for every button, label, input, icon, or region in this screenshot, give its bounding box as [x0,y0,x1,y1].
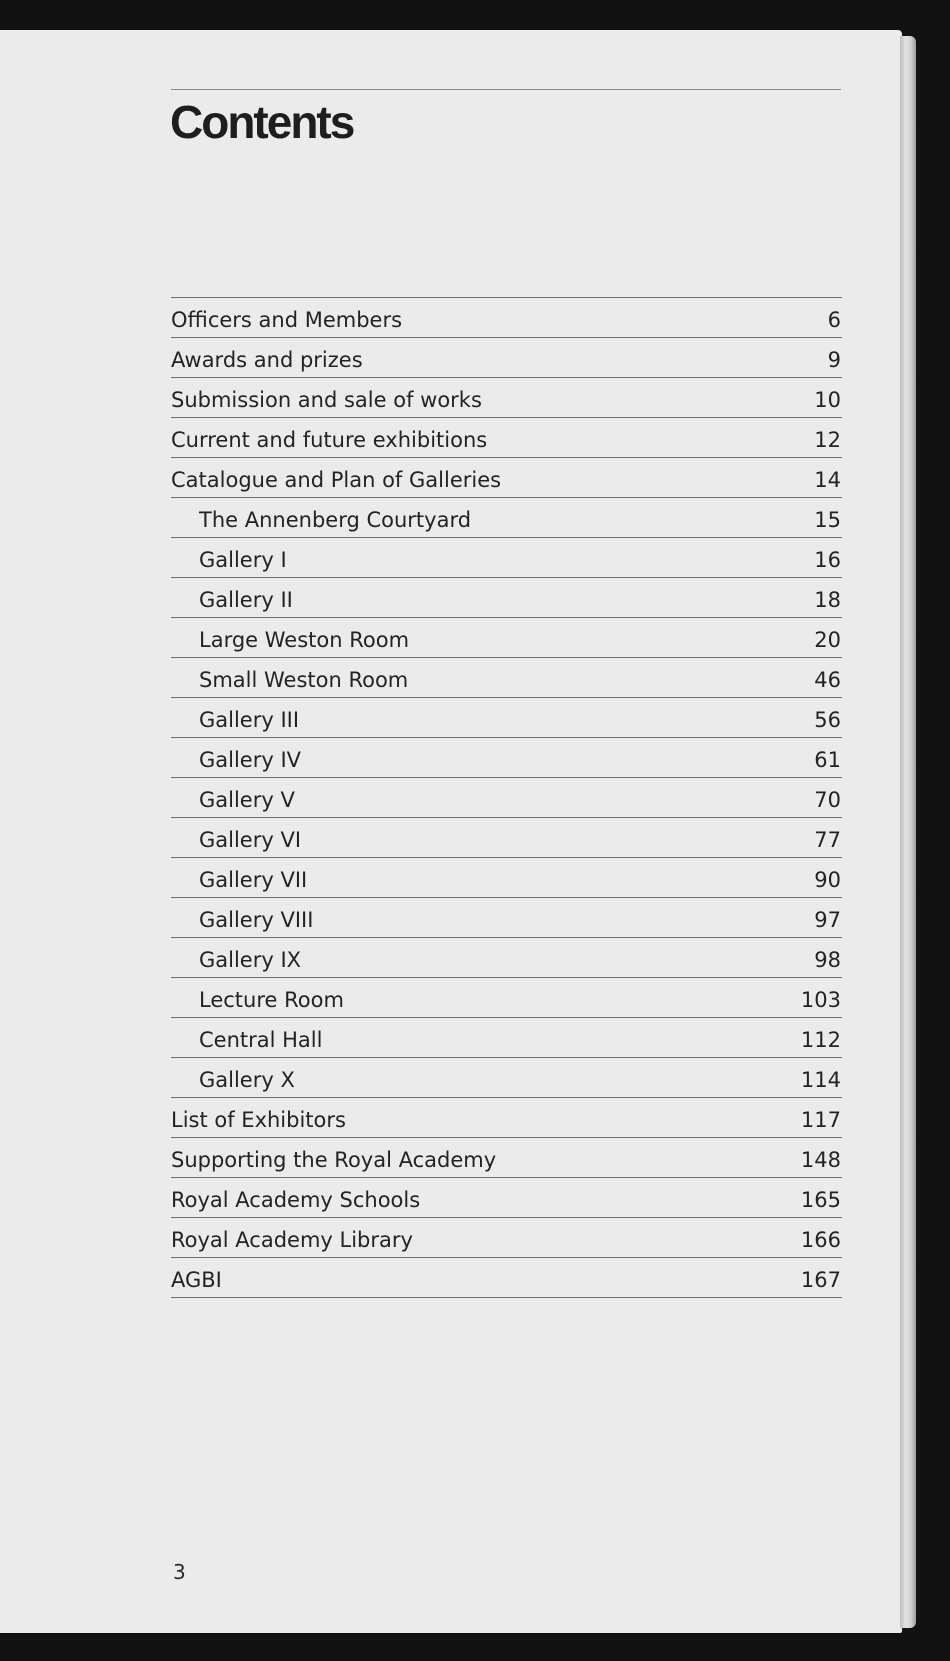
toc-entry-title: Gallery III [199,707,300,732]
toc-entry [171,378,842,418]
toc-entry-page-number: 90 [814,867,841,892]
toc-entry [171,338,842,378]
toc-entry-page-number: 112 [800,1027,841,1052]
toc-entry [171,1178,842,1218]
toc-entry-title: Gallery V [199,787,295,812]
toc-entry-page-number: 117 [800,1107,841,1132]
toc-entry-title: Gallery I [199,547,287,572]
toc-entry [171,418,842,458]
toc-entry-page-number: 18 [814,587,841,612]
toc-entry-page-number: 10 [814,387,841,412]
toc-entry-page-number: 114 [800,1067,841,1092]
toc-entry-page-number: 77 [814,827,841,852]
toc-entry-title: Gallery IX [199,947,302,972]
toc-entry [171,1138,842,1178]
toc-entry [171,618,842,658]
toc-entry-title: Gallery VII [199,867,308,892]
toc-entry-page-number: 148 [800,1147,841,1172]
toc-entry-page-number: 165 [800,1187,841,1212]
toc-entry [171,778,842,818]
toc-entry-page-number: 12 [814,427,841,452]
toc-entry-page-number: 46 [814,667,841,692]
toc-entry-title: AGBI [171,1267,222,1292]
toc-entry-title: Lecture Room [199,987,344,1012]
page-edge [900,36,916,1628]
toc-entry [171,1098,842,1138]
toc-entry-page-number: 61 [814,747,841,772]
toc-entry-title: Central Hall [199,1027,323,1052]
toc-entry-page-number: 20 [814,627,841,652]
toc-entry-title: Large Weston Room [199,627,410,652]
toc-entry-title: Gallery II [199,587,293,612]
toc-entry-page-number: 166 [800,1227,841,1252]
toc-entry-title: Awards and prizes [171,347,363,372]
toc-entry [171,1018,842,1058]
toc-entry-page-number: 6 [827,307,841,332]
toc-entry-title: The Annenberg Courtyard [199,507,472,532]
toc-entry-page-number: 167 [800,1267,841,1292]
page-number: 3 [173,1560,186,1584]
toc-entry [171,538,842,578]
contents-heading: Contents [170,96,354,148]
toc-entry-title: Royal Academy Schools [171,1187,421,1212]
toc-entry-title: Officers and Members [171,307,403,332]
toc-entry [171,658,842,698]
toc-entry-title: Supporting the Royal Academy [171,1147,497,1172]
toc-entry [171,698,842,738]
toc-entry-page-number: 97 [814,907,841,932]
toc-entry-title: Gallery VI [199,827,302,852]
toc-entry-title: Royal Academy Library [171,1227,413,1252]
toc-entry-title: Gallery X [199,1067,295,1092]
toc-entry [171,818,842,858]
toc-entry-page-number: 103 [800,987,841,1012]
toc-entry-title: Gallery IV [199,747,302,772]
toc-entry [171,978,842,1018]
toc-entry [171,938,842,978]
toc-entry-page-number: 16 [814,547,841,572]
toc-entry [171,1218,842,1258]
toc-entry [171,1058,842,1098]
toc-entry-page-number: 14 [814,467,841,492]
toc-entry-page-number: 9 [827,347,841,372]
toc-entry-title: Submission and sale of works [171,387,482,412]
toc-entry-page-number: 98 [814,947,841,972]
toc-entry-page-number: 70 [814,787,841,812]
table-of-contents [171,297,842,1298]
toc-entry-title: Small Weston Room [199,667,409,692]
top-rule [171,89,841,90]
toc-entry [171,578,842,618]
toc-entry [171,458,842,498]
toc-entry [171,298,842,338]
toc-entry [171,1258,842,1298]
toc-entry-title: Gallery VIII [199,907,314,932]
toc-entry [171,498,842,538]
toc-entry-page-number: 56 [814,707,841,732]
toc-entry [171,858,842,898]
toc-entry-title: Catalogue and Plan of Galleries [171,467,502,492]
toc-entry [171,898,842,938]
toc-entry-title: List of Exhibitors [171,1107,346,1132]
toc-entry [171,738,842,778]
toc-entry-title: Current and future exhibitions [171,427,488,452]
toc-entry-page-number: 15 [814,507,841,532]
